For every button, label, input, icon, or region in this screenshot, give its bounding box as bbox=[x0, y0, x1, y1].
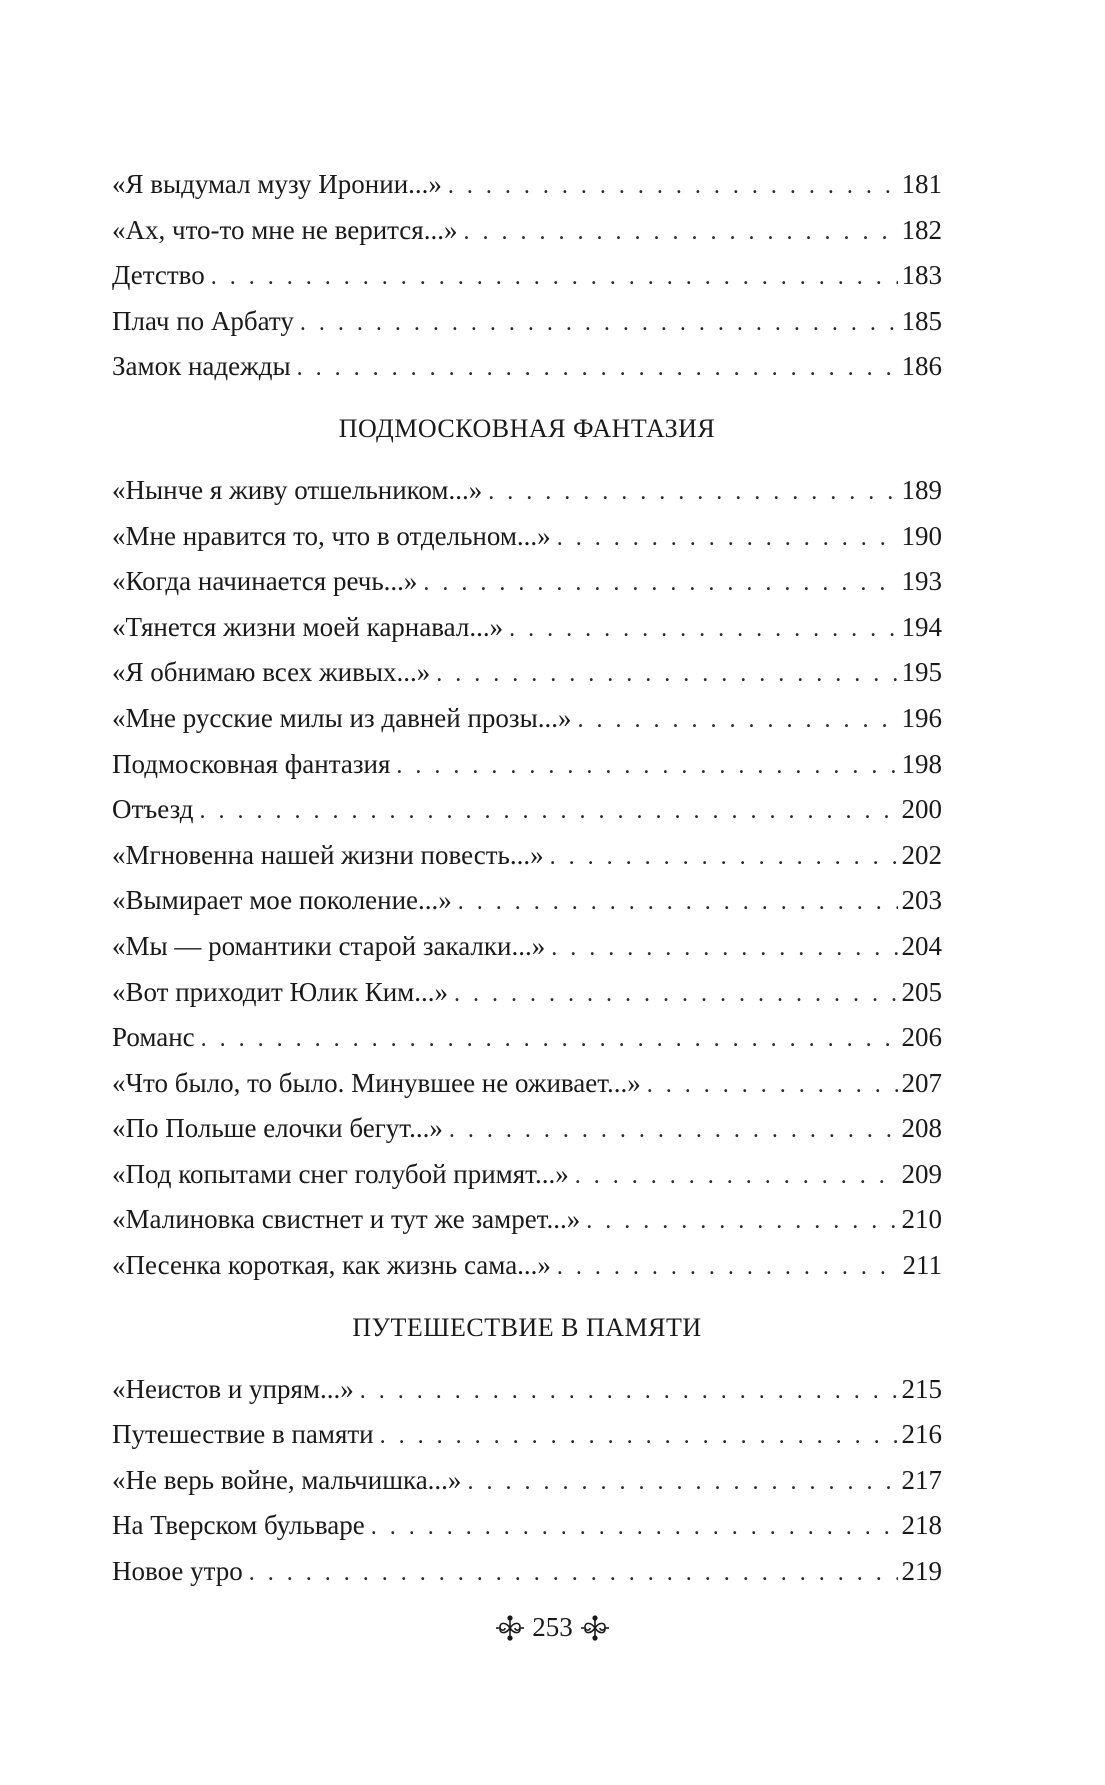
toc-entry-page: 198 bbox=[898, 742, 943, 788]
toc-entry-page: 185 bbox=[898, 299, 943, 345]
toc-entry bbox=[112, 1243, 942, 1289]
toc-entry bbox=[112, 344, 942, 390]
toc-entry-title: «Песенка короткая, как жизнь сама...» bbox=[112, 1243, 557, 1289]
toc-entry-title: Плач по Арбату bbox=[112, 299, 300, 345]
toc-entry-title: «Мне русские милы из давней прозы...» bbox=[112, 696, 577, 742]
toc-entry-title: «Вымирает мое поколение...» bbox=[112, 878, 458, 924]
dot-leader bbox=[454, 972, 897, 1018]
toc-section-podmoskovnaya bbox=[112, 412, 942, 1289]
toc-entry bbox=[112, 1015, 942, 1061]
dot-leader bbox=[448, 164, 898, 210]
toc-entry bbox=[112, 299, 942, 345]
toc-entry bbox=[112, 1106, 942, 1152]
dot-leader bbox=[201, 1017, 898, 1063]
toc-entry-page: 218 bbox=[898, 1503, 943, 1549]
toc-entry-page: 204 bbox=[898, 924, 943, 970]
toc-entry bbox=[112, 559, 942, 605]
page-folio bbox=[0, 1612, 1105, 1643]
toc-entry bbox=[112, 833, 942, 879]
toc-entry bbox=[112, 208, 942, 254]
toc-entry-page: 189 bbox=[898, 468, 943, 514]
toc-entry-title: «Тянется жизни моей карнавал...» bbox=[112, 605, 509, 651]
dot-leader bbox=[647, 1063, 898, 1109]
dot-leader bbox=[436, 652, 897, 698]
toc-entry-title: «Мы — романтики старой закалки...» bbox=[112, 924, 551, 970]
toc-entry-page: 207 bbox=[898, 1061, 943, 1107]
toc-entry bbox=[112, 878, 942, 924]
toc-entry-title: Путешествие в памяти bbox=[112, 1412, 380, 1458]
toc-entry-page: 181 bbox=[898, 162, 943, 208]
toc-entry-page: 206 bbox=[898, 1015, 943, 1061]
toc-entry bbox=[112, 1061, 942, 1107]
toc-entry bbox=[112, 924, 942, 970]
toc-entry-page: 219 bbox=[898, 1549, 943, 1595]
section-heading: ПОДМОСКОВНАЯ ФАНТАЗИЯ bbox=[338, 413, 716, 443]
toc-entry bbox=[112, 1152, 942, 1198]
dot-leader bbox=[509, 607, 897, 653]
dot-leader bbox=[297, 346, 898, 392]
toc-entry-title: «Я обнимаю всех живых...» bbox=[112, 650, 436, 696]
toc-entry bbox=[112, 605, 942, 651]
floral-ornament-icon bbox=[579, 1614, 611, 1642]
toc-entry-page: 209 bbox=[898, 1152, 943, 1198]
toc-entry bbox=[112, 787, 942, 833]
dot-leader bbox=[380, 1414, 898, 1460]
dot-leader bbox=[551, 926, 897, 972]
page-number: 253 bbox=[532, 1612, 573, 1642]
toc-entry-title: «Я выдумал музу Иронии...» bbox=[112, 162, 448, 208]
toc-entry-title: «Под копытами снег голубой примят...» bbox=[112, 1152, 575, 1198]
toc-entry-title: «По Польше елочки бегут...» bbox=[112, 1106, 449, 1152]
toc-entry bbox=[112, 742, 942, 788]
dot-leader bbox=[300, 301, 898, 347]
toc-entry-page: 202 bbox=[898, 833, 943, 879]
toc-entry-title: «Что было, то было. Минувшее не оживает...» bbox=[112, 1061, 647, 1107]
toc-entry bbox=[112, 1197, 942, 1243]
toc-entry-page: 195 bbox=[898, 650, 943, 696]
toc-entry-title: Замок надежды bbox=[112, 344, 297, 390]
toc-entry-page: 186 bbox=[898, 344, 943, 390]
toc-entry-title: «Неистов и упрям...» bbox=[112, 1367, 360, 1413]
dot-leader bbox=[423, 561, 897, 607]
toc-entry-page: 190 bbox=[898, 514, 943, 560]
dot-leader bbox=[458, 880, 898, 926]
toc-entry-title: «Когда начинается речь...» bbox=[112, 559, 423, 605]
floral-ornament-icon bbox=[494, 1614, 526, 1642]
toc-entry-title: «Не верь войне, мальчишка...» bbox=[112, 1458, 467, 1504]
toc-entry bbox=[112, 1503, 942, 1549]
toc-entry-title: Новое утро bbox=[112, 1549, 249, 1595]
toc-entry-title: Подмосковная фантазия bbox=[112, 742, 396, 788]
toc-entry-title: «Малиновка свистнет и тут же замрет...» bbox=[112, 1197, 586, 1243]
toc-entry-title: Детство bbox=[112, 253, 211, 299]
toc-entry-page: 205 bbox=[898, 970, 943, 1016]
dot-leader bbox=[577, 698, 897, 744]
toc-entry-page: 210 bbox=[898, 1197, 943, 1243]
toc-entry-page: 194 bbox=[898, 605, 943, 651]
toc-entry-page: 208 bbox=[898, 1106, 943, 1152]
dot-leader bbox=[557, 516, 898, 562]
toc-entry-page: 217 bbox=[898, 1458, 943, 1504]
toc-entry bbox=[112, 1367, 942, 1413]
toc-entry-page: 211 bbox=[899, 1243, 943, 1289]
dot-leader bbox=[488, 470, 897, 516]
toc-entry bbox=[112, 514, 942, 560]
dot-leader bbox=[211, 255, 898, 301]
toc-section-continuation bbox=[112, 162, 942, 390]
toc-section-puteshestvie bbox=[112, 1311, 942, 1595]
dot-leader bbox=[449, 1108, 898, 1154]
toc-entry bbox=[112, 970, 942, 1016]
dot-leader bbox=[575, 1154, 898, 1200]
dot-leader bbox=[249, 1551, 898, 1597]
toc-entry bbox=[112, 1549, 942, 1595]
dot-leader bbox=[550, 835, 898, 881]
toc-entry-page: 203 bbox=[898, 878, 943, 924]
toc-entry bbox=[112, 696, 942, 742]
toc-entry bbox=[112, 1412, 942, 1458]
toc-entry-page: 200 bbox=[898, 787, 943, 833]
toc-entry-title: «Вот приходит Юлик Ким...» bbox=[112, 970, 454, 1016]
table-of-contents bbox=[112, 162, 942, 1595]
dot-leader bbox=[200, 789, 898, 835]
toc-entry-page: 193 bbox=[898, 559, 943, 605]
toc-entry-title: «Нынче я живу отшельником...» bbox=[112, 468, 488, 514]
toc-entry-title: «Ах, что-то мне не верится...» bbox=[112, 208, 463, 254]
dot-leader bbox=[360, 1369, 898, 1415]
toc-entry-title: «Мне нравится то, что в отдельном...» bbox=[112, 514, 557, 560]
toc-entry-page: 215 bbox=[898, 1367, 943, 1413]
dot-leader bbox=[396, 744, 897, 790]
toc-entry-page: 216 bbox=[898, 1412, 943, 1458]
toc-entry-page: 183 bbox=[898, 253, 943, 299]
toc-entry bbox=[112, 162, 942, 208]
toc-entry bbox=[112, 253, 942, 299]
dot-leader bbox=[586, 1199, 897, 1245]
toc-entry bbox=[112, 650, 942, 696]
toc-entry bbox=[112, 1458, 942, 1504]
toc-entry-title: Отъезд bbox=[112, 787, 200, 833]
dot-leader bbox=[557, 1245, 899, 1291]
toc-entry-title: «Мгновенна нашей жизни повесть...» bbox=[112, 833, 550, 879]
dot-leader bbox=[467, 1460, 897, 1506]
dot-leader bbox=[371, 1505, 898, 1551]
toc-entry-page: 182 bbox=[898, 208, 943, 254]
toc-entry-title: На Тверском бульваре bbox=[112, 1503, 371, 1549]
toc-entry bbox=[112, 468, 942, 514]
toc-entry-title: Романс bbox=[112, 1015, 201, 1061]
section-heading: ПУТЕШЕСТВИЕ В ПАМЯТИ bbox=[352, 1312, 702, 1342]
toc-entry-page: 196 bbox=[898, 696, 943, 742]
dot-leader bbox=[463, 210, 897, 256]
